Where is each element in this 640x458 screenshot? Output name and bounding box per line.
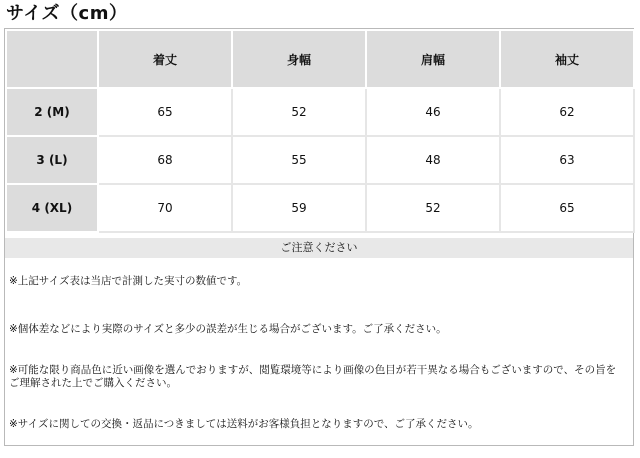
size-table [5, 29, 635, 233]
size-chart-panel [4, 28, 634, 446]
table-cell: 70 [98, 184, 232, 232]
table-cell: 48 [366, 136, 500, 184]
row-header-l: 3 (L) [6, 136, 98, 184]
table-corner-cell [6, 30, 98, 88]
notes-heading: ご注意ください [5, 238, 633, 258]
column-header-width: 身幅 [232, 30, 366, 88]
column-header-shoulder: 肩幅 [366, 30, 500, 88]
table-cell: 68 [98, 136, 232, 184]
row-header-m: 2 (M) [6, 88, 98, 136]
column-header-sleeve: 袖丈 [500, 30, 634, 88]
table-cell: 59 [232, 184, 366, 232]
table-cell: 55 [232, 136, 366, 184]
table-cell: 52 [232, 88, 366, 136]
table-cell: 62 [500, 88, 634, 136]
table-header-row [6, 30, 634, 88]
table-row [6, 136, 634, 184]
table-row [6, 184, 634, 232]
table-cell: 52 [366, 184, 500, 232]
note-item: ※個体差などにより実際のサイズと多少の誤差が生じる場合がございます。ご了承ください。 [9, 323, 447, 335]
table-cell: 63 [500, 136, 634, 184]
table-cell: 65 [500, 184, 634, 232]
note-item: ※サイズに関しての交換・返品につきましては送料がお客様負担となりますので、ご了承ください。 [9, 418, 479, 430]
table-row [6, 88, 634, 136]
table-cell: 65 [98, 88, 232, 136]
note-item: ※上記サイズ表は当店で計測した実寸の数値です。 [9, 275, 248, 287]
row-header-xl: 4 (XL) [6, 184, 98, 232]
column-header-length: 着丈 [98, 30, 232, 88]
note-item: ※可能な限り商品色に近い画像を選んでおりますが、閲覧環境等により画像の色目が若干異なる場合もございますので、その旨をご理解された上でご購入ください。 [9, 364, 617, 389]
page-title: サイズ（cm） [6, 3, 128, 24]
table-cell: 46 [366, 88, 500, 136]
